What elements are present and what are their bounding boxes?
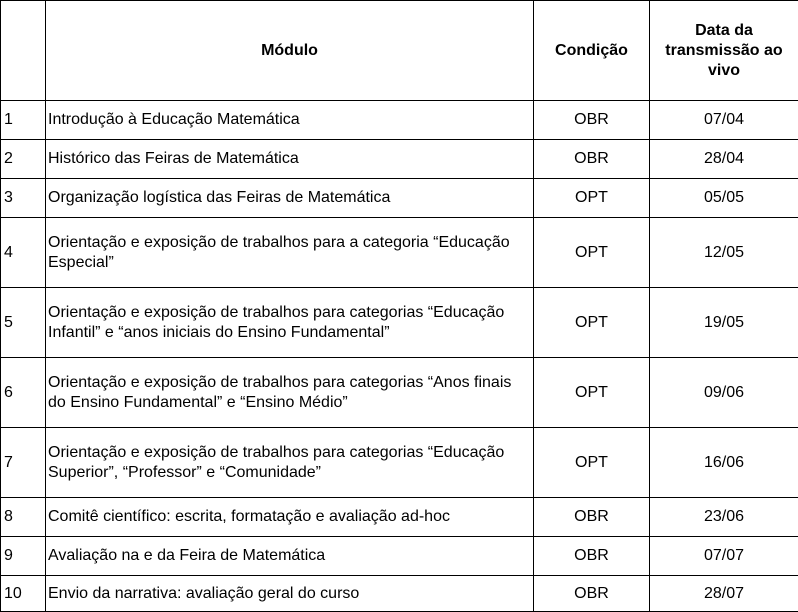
row-condicao: OPT — [534, 358, 650, 428]
row-condicao: OPT — [534, 218, 650, 288]
row-number: 7 — [1, 428, 46, 498]
row-condicao: OBR — [534, 537, 650, 576]
row-condicao: OPT — [534, 428, 650, 498]
table-row — [1, 140, 798, 179]
row-data: 28/04 — [650, 140, 798, 179]
table-row — [1, 576, 798, 612]
row-modulo: Organização logística das Feiras de Matemática — [46, 179, 534, 218]
header-data: Data da transmissão ao vivo — [650, 1, 798, 101]
row-condicao: OPT — [534, 179, 650, 218]
row-modulo: Avaliação na e da Feira de Matemática — [46, 537, 534, 576]
row-data: 07/07 — [650, 537, 798, 576]
table-row — [1, 218, 798, 288]
header-condicao: Condição — [534, 1, 650, 101]
row-condicao: OPT — [534, 288, 650, 358]
row-modulo: Histórico das Feiras de Matemática — [46, 140, 534, 179]
row-number: 10 — [1, 576, 46, 612]
table-row — [1, 428, 798, 498]
row-modulo: Orientação e exposição de trabalhos para a categoria “Educação Especial” — [46, 218, 534, 288]
table-row — [1, 537, 798, 576]
row-condicao: OBR — [534, 498, 650, 537]
row-number: 3 — [1, 179, 46, 218]
row-data: 19/05 — [650, 288, 798, 358]
row-modulo: Comitê científico: escrita, formatação e avaliação ad-hoc — [46, 498, 534, 537]
row-modulo: Introdução à Educação Matemática — [46, 101, 534, 140]
header-modulo: Módulo — [46, 1, 534, 101]
row-modulo: Envio da narrativa: avaliação geral do curso — [46, 576, 534, 612]
row-number: 1 — [1, 101, 46, 140]
header-number — [1, 1, 46, 101]
row-data: 28/07 — [650, 576, 798, 612]
row-condicao: OBR — [534, 576, 650, 612]
row-number: 6 — [1, 358, 46, 428]
row-modulo: Orientação e exposição de trabalhos para categorias “Educação Infantil” e “anos iniciais do Ensino Fundamental” — [46, 288, 534, 358]
row-condicao: OBR — [534, 101, 650, 140]
table-row — [1, 358, 798, 428]
row-number: 9 — [1, 537, 46, 576]
row-condicao: OBR — [534, 140, 650, 179]
table-row — [1, 288, 798, 358]
row-modulo: Orientação e exposição de trabalhos para categorias “Anos finais do Ensino Fundamental” e “Ensino Médio” — [46, 358, 534, 428]
table-row — [1, 179, 798, 218]
row-modulo: Orientação e exposição de trabalhos para categorias “Educação Superior”, “Professor” e “Comunidade” — [46, 428, 534, 498]
row-data: 23/06 — [650, 498, 798, 537]
row-data: 16/06 — [650, 428, 798, 498]
table-header-row — [1, 1, 798, 101]
row-data: 12/05 — [650, 218, 798, 288]
table-row — [1, 498, 798, 537]
row-data: 07/04 — [650, 101, 798, 140]
row-number: 5 — [1, 288, 46, 358]
table-row — [1, 101, 798, 140]
row-number: 4 — [1, 218, 46, 288]
row-data: 09/06 — [650, 358, 798, 428]
row-number: 8 — [1, 498, 46, 537]
row-number: 2 — [1, 140, 46, 179]
row-data: 05/05 — [650, 179, 798, 218]
